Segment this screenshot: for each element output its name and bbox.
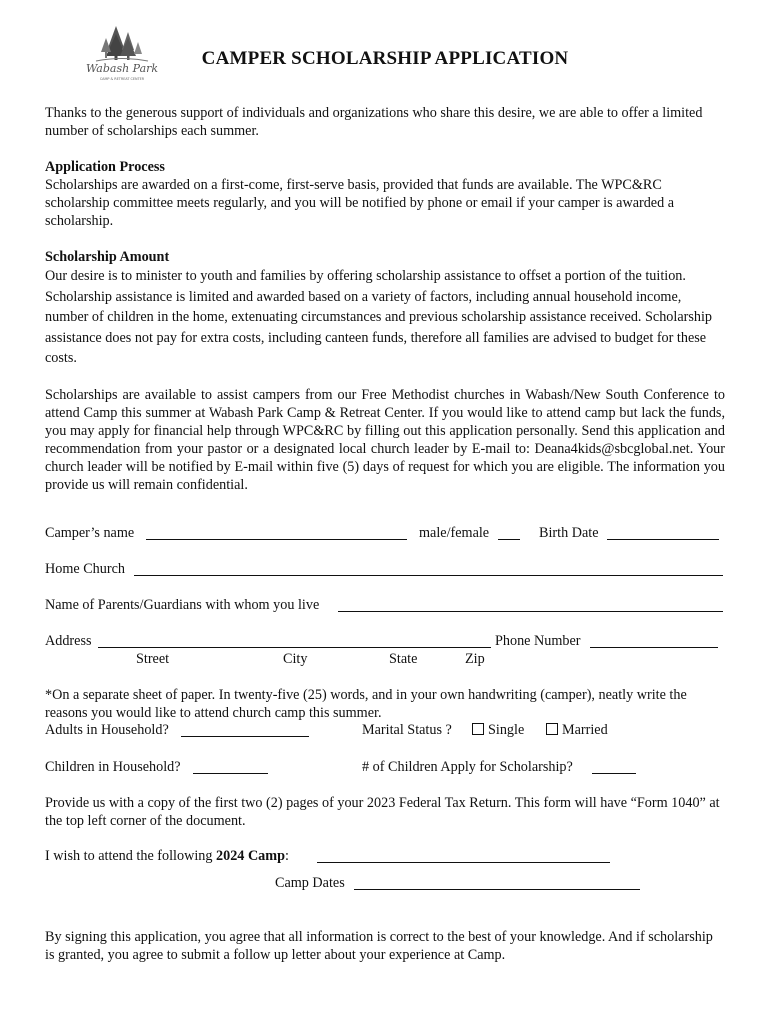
camp-dates-label: Camp Dates xyxy=(275,875,345,891)
application-process-heading: Application Process xyxy=(45,159,165,175)
married-checkbox[interactable] xyxy=(546,723,558,735)
phone-label: Phone Number xyxy=(495,633,581,649)
address-row xyxy=(45,633,725,653)
adults-field[interactable] xyxy=(181,722,309,742)
camp-choice-row xyxy=(45,848,725,868)
parents-row xyxy=(45,597,725,617)
page-title: CAMPER SCHOLARSHIP APPLICATION xyxy=(201,48,569,69)
application-process-text: Scholarships are awarded on a first-come, first-serve basis, provided that funds are available. The WPC&RC scholarship committee meets regularly, and you will be notified by phone or email if your camper is awarded a scholarship. xyxy=(45,177,675,229)
home-church-label: Home Church xyxy=(45,561,125,577)
home-church-row xyxy=(45,561,725,581)
intro-paragraph: Thanks to the generous support of individuals and organizations who share this desire, we are able to offer a limited number of scholarships each summer. xyxy=(45,105,703,139)
married-option[interactable]: Married xyxy=(546,722,608,739)
eligibility-paragraph: Scholarships are available to assist campers from our Free Methodist churches in Wabash/New South Conference to attend Camp this summer at Wabash Park Camp & Retreat Center. If you would like to attend camp but lack the funds, you may apply for financial help through WPC&RC by filling out this application personally. Send this application and recommendation from your pastor or a designated local church leader by E-mail to: Deana4kids@sbcglobal.net. Your church leader will be notified by E-mail within five (5) days of request for which you are eligible. The information you provide us will remain confidential. xyxy=(45,387,725,493)
camp-dates-field[interactable] xyxy=(354,875,640,895)
gender-label: male/female xyxy=(419,525,490,541)
essay-instructions: *On a separate sheet of paper. In twenty-five (25) words, and in your own handwriting (camper), neatly write the reasons you would like to attend church camp this summer. xyxy=(45,687,687,721)
signing-agreement: By signing this application, you agree that all information is correct to the best of your knowledge. And if scholarship is granted, you agree to submit a follow up letter about your experience at Camp. xyxy=(45,929,713,963)
address-sublabels xyxy=(45,651,725,671)
phone-field[interactable] xyxy=(590,633,718,653)
svg-text:Wabash Park: Wabash Park xyxy=(86,62,158,75)
gender-field[interactable] xyxy=(498,525,520,545)
camp-choice-field[interactable] xyxy=(317,848,610,868)
adults-row xyxy=(45,722,725,742)
birth-date-label: Birth Date xyxy=(539,525,599,541)
adults-label: Adults in Household? xyxy=(45,722,169,738)
camper-name-row xyxy=(45,525,725,545)
camper-name-field[interactable] xyxy=(146,525,407,545)
children-label: Children in Household? xyxy=(45,759,181,775)
scholarship-amount-text: Our desire is to minister to youth and families by offering scholarship assistance to offset a portion of the tuition. Scholarship assistance is limited and awarded based on a variety of factors, including annual household income, number of children in the home, extenuating circumstances and previous scholarship assistance received. Scholarship assistance does not pay for extra costs, including canteen funds, therefore all families are advised to budget for these costs. xyxy=(45,268,712,366)
camper-name-label: Camper’s name xyxy=(45,525,135,541)
scholarship-amount-section xyxy=(45,248,725,369)
parents-field[interactable] xyxy=(338,597,723,617)
state-sublabel: State xyxy=(389,651,418,667)
tax-return-note: Provide us with a copy of the first two (2) pages of your 2023 Federal Tax Return. This form will have “Form 1040” at the top left corner of the document. xyxy=(45,795,720,829)
home-church-field[interactable] xyxy=(134,561,723,581)
camp-dates-row xyxy=(45,875,725,895)
camp-choice-label: I wish to attend the following 2024 Camp: xyxy=(45,848,289,864)
street-sublabel: Street xyxy=(136,651,170,667)
application-process-section xyxy=(45,158,725,230)
scholarship-amount-heading: Scholarship Amount xyxy=(45,249,170,265)
single-option[interactable]: Single xyxy=(472,722,524,739)
svg-text:CAMP & RETREAT CENTER: CAMP & RETREAT CENTER xyxy=(99,77,145,81)
city-sublabel: City xyxy=(283,651,308,667)
children-apply-field[interactable] xyxy=(592,759,636,779)
parents-label: Name of Parents/Guardians with whom you live xyxy=(45,597,320,613)
children-row xyxy=(45,759,725,779)
zip-sublabel: Zip xyxy=(465,651,485,667)
address-field[interactable] xyxy=(98,633,491,653)
birth-date-field[interactable] xyxy=(607,525,719,545)
address-label: Address xyxy=(45,633,92,649)
children-apply-label: # of Children Apply for Scholarship? xyxy=(362,759,573,775)
marital-status-label: Marital Status ? xyxy=(362,722,452,738)
children-field[interactable] xyxy=(193,759,268,779)
single-checkbox[interactable] xyxy=(472,723,484,735)
